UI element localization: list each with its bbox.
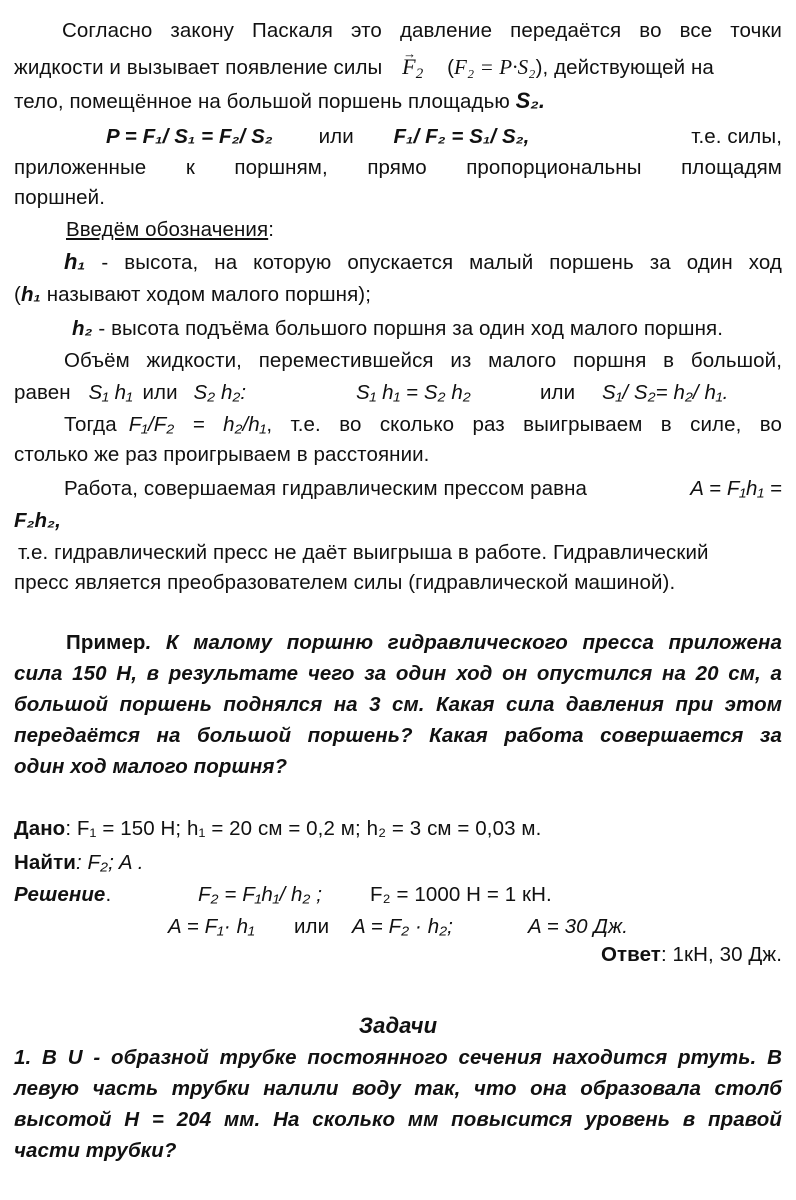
paragraph-line: [14, 52, 782, 83]
formula: A = F₁· h₁: [168, 915, 255, 938]
text: :: [268, 218, 274, 241]
paragraph-line: поршней.: [14, 186, 106, 209]
text: Объём жидкости, переместившейся из малого поршня в большой,: [64, 349, 782, 372]
paragraph-line: [14, 346, 782, 376]
text: Согласно закону Паскаля это давление передаётся во все точки: [62, 19, 782, 42]
formula: F₁/ F₂ = S₁/ S₂,: [393, 125, 530, 148]
formula: S₂ h₂:: [193, 381, 247, 404]
paragraph-line: [14, 16, 782, 46]
heading: Введём обозначения: [66, 218, 269, 241]
text: или: [294, 915, 330, 938]
text: ), действующей на: [535, 56, 714, 79]
paragraph-line: приложенные к поршням, прямо пропорциональны площадям: [14, 156, 782, 179]
vector-symbol: F →: [402, 52, 416, 82]
text: (: [14, 283, 21, 306]
text: . К малому поршню гидравлического пресса приложена: [145, 631, 782, 654]
formula: A = 30 Дж.: [528, 915, 629, 938]
find-line: [14, 848, 782, 878]
text: тело, помещённое на большой поршень площадью: [14, 90, 510, 113]
paragraph-line: [14, 410, 782, 440]
formula: S₁/ S₂= h₂/ h₁.: [602, 381, 729, 404]
example-label: Пример: [66, 631, 146, 654]
text: .: [105, 883, 112, 906]
formula-line: F₂h₂,: [14, 509, 61, 532]
formula: S₁ h₁: [88, 381, 133, 404]
symbol: h₁: [20, 283, 41, 306]
force-vector: [402, 54, 424, 83]
text: : F₂; A .: [75, 851, 144, 874]
task-line: 1. В U - образной трубке постоянного сечения находится ртуть. В: [14, 1046, 782, 1069]
given-line: [14, 814, 782, 844]
answer-label: Ответ: [600, 943, 661, 966]
formula: S₁ h₁ = S₂ h₂: [356, 381, 471, 404]
tasks-title: Задачи: [358, 1013, 438, 1038]
formula: P = F₁/ S₁ = F₂/ S₂: [106, 125, 273, 148]
text: : F₁ = 150 Н; h₁ = 20 см = 0,2 м; h₂ = 3 см = 0,03 м.: [65, 817, 542, 840]
example-line: сила 150 Н, в результате чего за один ход он опустился на 20 см, а: [14, 662, 782, 685]
paragraph-line: [14, 378, 782, 408]
formula: A = F₂ · h₂;: [352, 915, 453, 938]
paragraph-line: [14, 314, 782, 344]
formula: F₂ = 1000 Н = 1 кН.: [370, 883, 552, 906]
text: жидкости и вызывает появление силы: [14, 56, 383, 79]
find-label: Найти: [14, 851, 76, 874]
solution-label: Решение: [14, 883, 106, 906]
text: называют ходом малого поршня);: [46, 283, 372, 306]
example-line: один ход малого поршня?: [14, 755, 288, 778]
text: равен: [14, 381, 71, 404]
text: Работа, совершаемая гидравлическим прессом равна: [64, 477, 588, 500]
symbol: h₂: [72, 317, 93, 340]
text: Тогда: [64, 413, 117, 436]
task-line: части трубки?: [14, 1139, 177, 1162]
given-label: Дано: [14, 817, 66, 840]
text: или: [142, 381, 178, 404]
formula: F₂ = F₁h₁/ h₂ ;: [198, 883, 323, 906]
paragraph-line: [14, 247, 782, 278]
text: - высота подъёма большого поршня за один ход малого поршня.: [98, 317, 723, 340]
notation-heading: [14, 215, 782, 245]
text: или: [540, 381, 576, 404]
text: т.е. силы,: [691, 125, 782, 148]
paragraph-line: [14, 538, 782, 568]
example-line: [14, 628, 782, 658]
paragraph-line: столько же раз проигрываем в расстоянии.: [14, 443, 430, 466]
example-line: большой поршень поднялся на 3 см. Какая сила давления при этом: [14, 693, 782, 716]
task-line: левую часть трубки налили воду так, что она образовала столб: [14, 1077, 782, 1100]
text: или: [318, 125, 354, 148]
formula: S₂.: [515, 88, 546, 113]
text: , т.е. во сколько раз выигрываем в силе, во: [266, 413, 782, 436]
formula: F₂ = P·S₂: [454, 55, 536, 79]
task-line: высотой Н = 204 мм. На сколько мм повысится уровень в правой: [14, 1108, 782, 1131]
formula: A = F₁h₁ =: [690, 477, 782, 500]
text: (: [447, 56, 454, 79]
formula: F₁/F₂ = h₂/h₁: [128, 413, 267, 436]
formula-line: [14, 122, 782, 152]
text: - высота, на которую опускается малый поршень за один ход: [101, 251, 782, 274]
paragraph-line: [14, 86, 782, 117]
symbol: h₁: [64, 249, 86, 274]
paragraph-line: [14, 280, 782, 310]
paragraph-line: [14, 474, 782, 504]
text: т.е. гидравлический пресс не даёт выигрыша в работе. Гидравлический: [18, 541, 709, 564]
subscript: 2: [415, 66, 424, 83]
paragraph-line: пресс является преобразователем силы (гидравлической машиной).: [14, 571, 676, 594]
text: : 1кН, 30 Дж.: [660, 943, 782, 966]
answer-line: [14, 940, 782, 970]
example-line: передаётся на большой поршень? Какая работа совершается за: [14, 724, 782, 747]
solution-line: [14, 880, 782, 910]
